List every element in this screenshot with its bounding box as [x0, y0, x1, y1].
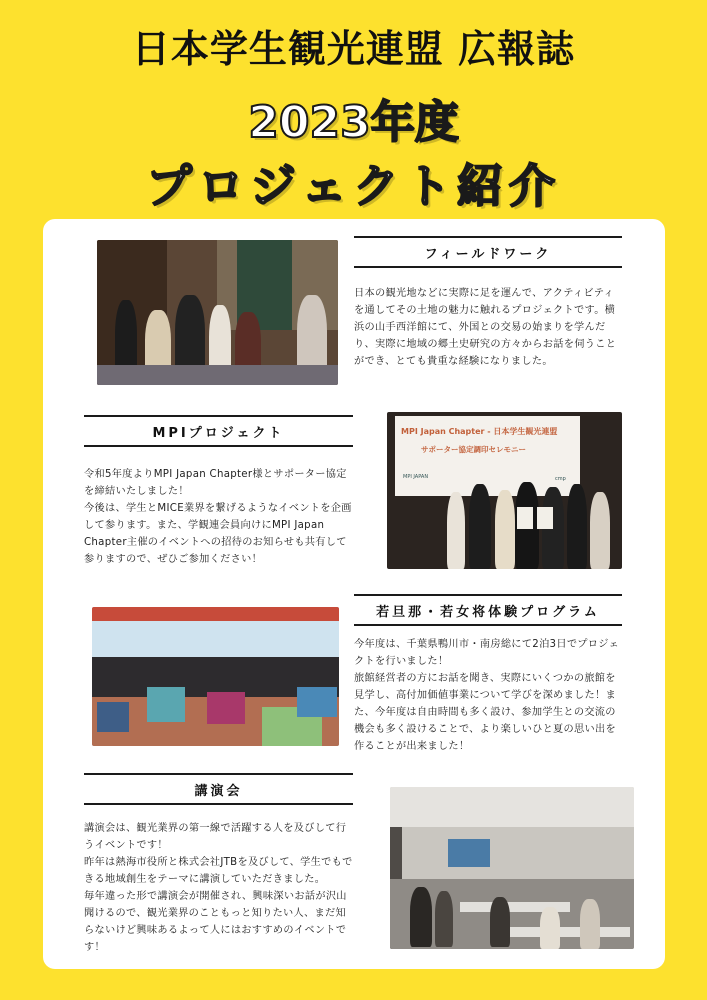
mpi-logo: MPI JAPAN	[403, 474, 429, 480]
content-panel	[43, 219, 665, 969]
banner-title: MPI Japan Chapter - 日本学生観光連盟	[401, 427, 558, 436]
section-body: 日本の観光地などに実際に足を運んで、アクティビティを通してその土地の魅力に触れるプロジェクトです。横浜の山手西洋館にて、外国との交易の始まりを学んだり、実際に地域の郷土史研究の方々からお話を伺うことができ、とても貴重な経験になりました。	[354, 288, 617, 367]
section-heading: 講演会	[84, 773, 353, 805]
project-intro-title: プロジェクト紹介	[145, 159, 562, 213]
section-heading: フィールドワーク	[354, 236, 622, 268]
fieldwork-photo	[97, 240, 338, 385]
banner-subtitle: サポーター協定調印セレモニー	[421, 445, 526, 454]
section-heading: 若旦那・若女将体験プログラム	[354, 594, 622, 626]
year-title: 2023年度	[248, 97, 459, 148]
cmp-logo: cmp	[555, 476, 566, 482]
page-title: 日本学生観光連盟 広報誌	[131, 27, 576, 71]
wakadanna-group-photo	[92, 607, 339, 746]
mpi-ceremony-photo	[387, 412, 622, 569]
section-body: 令和5年度よりMPI Japan Chapter様とサポーター協定を締結いたしました！ 今後は、学生とMICE業界を繋げるようなイベントを企画して参ります。また、学観連会員向けにMPI Japan Chapter主催のイベントへの招待のお知らせも共有して参りますので、ぜひご参加ください！	[84, 469, 352, 565]
section-body: 講演会は、観光業界の第一線で活躍する人を及びして行うイベントです！ 昨年は熱海市役所と株式会社JTBを及びして、学生でもできる地域創生をテーマに講演していただきました。 毎年違った形で講演会が開催され、興味深いお話が沢山聞けるので、観光業界のこともっと知りたい人、まだ知らないけど興味あるよって人にはおすすめのイベントです！	[84, 823, 353, 953]
section-heading: MPIプロジェクト	[84, 415, 353, 447]
section-body: 今年度は、千葉県鴨川市・南房総にて2泊3日でプロジェクトを行いました！ 旅館経営者の方にお話を聞き、実際にいくつかの旅館を見学し、高付加価値事業について学びを深めました！また、今年度は自由時間も多く設け、参加学生との交流の機会も多く設けることで、より楽しいひと夏の思い出を作ることが出来ました！	[354, 639, 620, 752]
lecture-photo	[390, 787, 634, 949]
